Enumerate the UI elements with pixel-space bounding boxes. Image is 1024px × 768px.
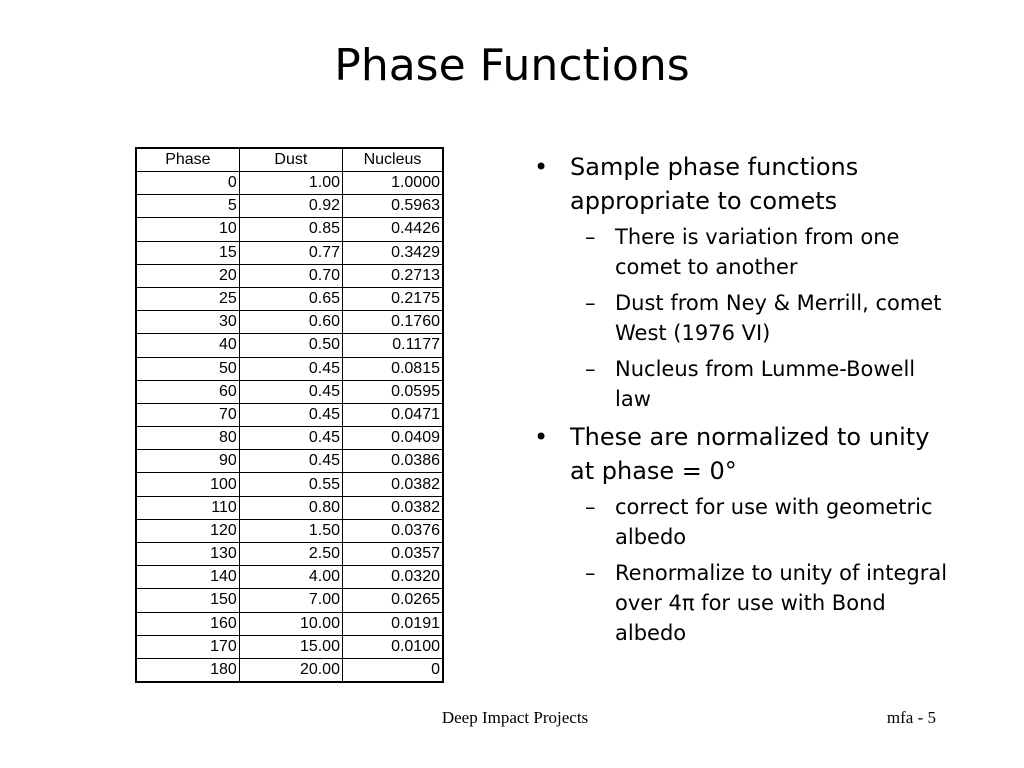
sub-bullet-item [534, 558, 954, 648]
bullet-item [534, 150, 954, 218]
table-row [136, 264, 443, 287]
table-row [136, 566, 443, 589]
table-row [136, 589, 443, 612]
cell-phase: 50 [136, 357, 239, 380]
table-row [136, 403, 443, 426]
cell-nucleus: 0.0100 [342, 635, 443, 658]
cell-nucleus: 0.4426 [342, 218, 443, 241]
cell-dust: 0.92 [239, 195, 342, 218]
cell-nucleus: 0.0357 [342, 543, 443, 566]
table-row [136, 496, 443, 519]
bullet-text: Sample phase functions appropriate to comets [570, 153, 859, 215]
cell-dust: 0.55 [239, 473, 342, 496]
cell-phase: 180 [136, 658, 239, 682]
cell-dust: 0.45 [239, 427, 342, 450]
cell-dust: 0.45 [239, 380, 342, 403]
cell-dust: 0.85 [239, 218, 342, 241]
cell-nucleus: 0.5963 [342, 195, 443, 218]
slide-title: Phase Functions [334, 40, 690, 91]
cell-phase: 20 [136, 264, 239, 287]
bullet-text: These are normalized to unity at phase = 0° [570, 423, 930, 485]
sub-bullet-item [534, 492, 954, 552]
cell-dust: 0.80 [239, 496, 342, 519]
table-row [136, 380, 443, 403]
cell-phase: 110 [136, 496, 239, 519]
cell-dust: 0.60 [239, 311, 342, 334]
cell-nucleus: 0.0191 [342, 612, 443, 635]
footer-project-name: Deep Impact Projects [441, 708, 589, 727]
header-dust: Dust [239, 148, 342, 172]
cell-nucleus: 0.3429 [342, 241, 443, 264]
table-row [136, 357, 443, 380]
cell-dust: 0.50 [239, 334, 342, 357]
cell-phase: 30 [136, 311, 239, 334]
phase-function-table [135, 147, 444, 683]
bullet-item [534, 420, 954, 488]
header-phase: Phase [136, 148, 239, 172]
cell-phase: 130 [136, 543, 239, 566]
table-row [136, 473, 443, 496]
table-row [136, 241, 443, 264]
cell-nucleus: 0.0595 [342, 380, 443, 403]
table-header-row [136, 148, 443, 172]
dash-marker: – [585, 291, 596, 315]
cell-dust: 20.00 [239, 658, 342, 682]
table-row [136, 612, 443, 635]
cell-phase: 140 [136, 566, 239, 589]
bullet-marker: • [534, 423, 549, 451]
cell-nucleus: 0.0409 [342, 427, 443, 450]
dash-marker: – [585, 225, 596, 249]
footer-page-number: mfa - 5 [886, 708, 936, 727]
cell-phase: 100 [136, 473, 239, 496]
dash-marker: – [585, 357, 596, 381]
table-row [136, 427, 443, 450]
cell-dust: 0.45 [239, 357, 342, 380]
cell-dust: 2.50 [239, 543, 342, 566]
cell-phase: 0 [136, 172, 239, 195]
cell-nucleus: 0.1177 [342, 334, 443, 357]
cell-dust: 15.00 [239, 635, 342, 658]
cell-phase: 150 [136, 589, 239, 612]
bullet-marker: • [534, 153, 549, 181]
table-row [136, 172, 443, 195]
bullet-list [534, 150, 954, 654]
cell-nucleus: 0.0376 [342, 519, 443, 542]
cell-dust: 0.70 [239, 264, 342, 287]
cell-dust: 0.77 [239, 241, 342, 264]
cell-dust: 4.00 [239, 566, 342, 589]
cell-dust: 0.45 [239, 403, 342, 426]
cell-dust: 0.45 [239, 450, 342, 473]
sub-bullet-text: There is variation from one comet to another [615, 225, 900, 279]
cell-nucleus: 0.0265 [342, 589, 443, 612]
cell-phase: 10 [136, 218, 239, 241]
cell-phase: 5 [136, 195, 239, 218]
sub-bullet-text: Renormalize to unity of integral over 4π for use with Bond albedo [615, 561, 948, 645]
sub-bullet-text: Dust from Ney & Merrill, comet West (1976 VI) [615, 291, 942, 345]
cell-nucleus: 0 [342, 658, 443, 682]
cell-phase: 70 [136, 403, 239, 426]
cell-phase: 15 [136, 241, 239, 264]
table-row [136, 195, 443, 218]
cell-phase: 60 [136, 380, 239, 403]
cell-phase: 40 [136, 334, 239, 357]
cell-nucleus: 0.1760 [342, 311, 443, 334]
dash-marker: – [585, 495, 596, 519]
header-nucleus: Nucleus [342, 148, 443, 172]
table-row [136, 311, 443, 334]
sub-bullet-text: Nucleus from Lumme-Bowell law [615, 357, 916, 411]
cell-dust: 0.65 [239, 287, 342, 310]
table-row [136, 450, 443, 473]
table-row [136, 287, 443, 310]
cell-phase: 25 [136, 287, 239, 310]
sub-bullet-text: correct for use with geometric albedo [615, 495, 933, 549]
cell-nucleus: 1.0000 [342, 172, 443, 195]
table-row [136, 543, 443, 566]
cell-dust: 1.50 [239, 519, 342, 542]
cell-nucleus: 0.0382 [342, 496, 443, 519]
table-row [136, 334, 443, 357]
cell-nucleus: 0.0320 [342, 566, 443, 589]
cell-nucleus: 0.0471 [342, 403, 443, 426]
sub-bullet-item [534, 288, 954, 348]
cell-nucleus: 0.2175 [342, 287, 443, 310]
cell-dust: 7.00 [239, 589, 342, 612]
cell-nucleus: 0.0386 [342, 450, 443, 473]
cell-phase: 120 [136, 519, 239, 542]
cell-nucleus: 0.0382 [342, 473, 443, 496]
cell-phase: 160 [136, 612, 239, 635]
cell-phase: 80 [136, 427, 239, 450]
table-row [136, 635, 443, 658]
cell-nucleus: 0.2713 [342, 264, 443, 287]
cell-nucleus: 0.0815 [342, 357, 443, 380]
cell-phase: 90 [136, 450, 239, 473]
cell-dust: 1.00 [239, 172, 342, 195]
sub-bullet-item [534, 354, 954, 414]
cell-phase: 170 [136, 635, 239, 658]
table-row [136, 519, 443, 542]
table-row [136, 658, 443, 682]
cell-dust: 10.00 [239, 612, 342, 635]
table-row [136, 218, 443, 241]
dash-marker: – [585, 561, 596, 585]
sub-bullet-item [534, 222, 954, 282]
